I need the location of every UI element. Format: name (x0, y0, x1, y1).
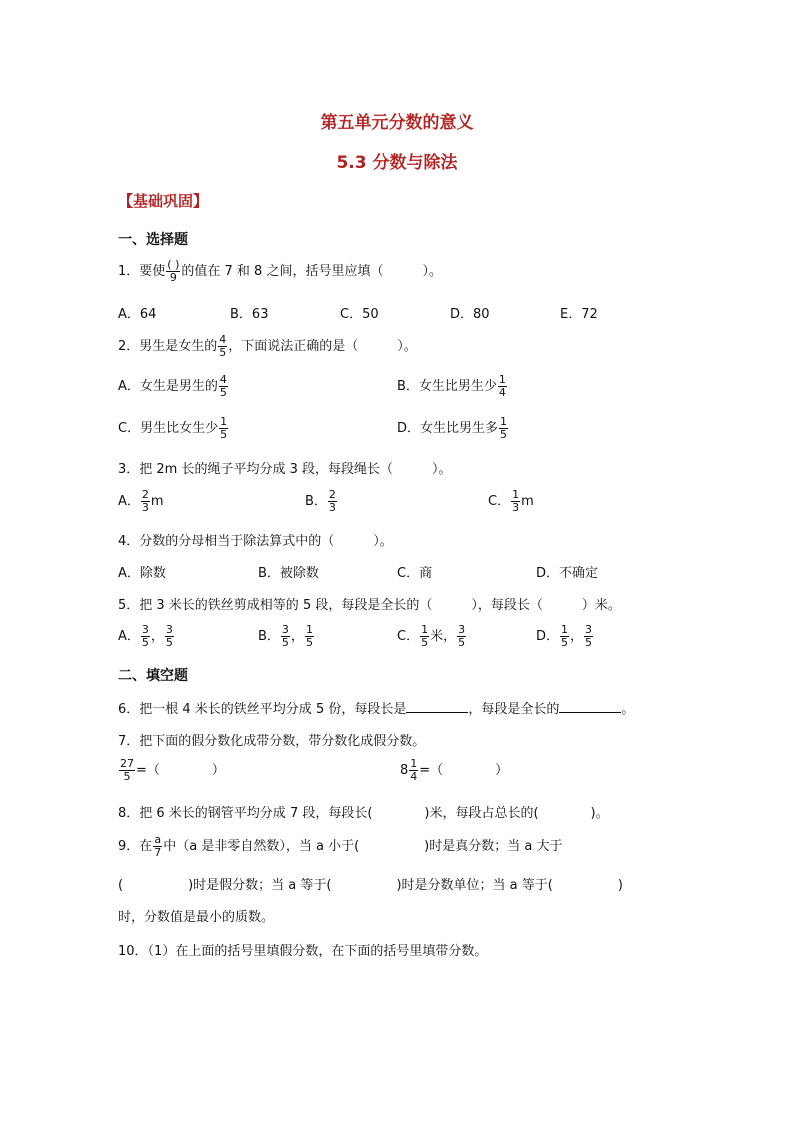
q2-fraction (218, 334, 227, 359)
q3-opt-b-fraction (328, 489, 337, 514)
q3-opt-c-fraction (511, 489, 520, 514)
q1-option-d: D．80 (450, 307, 490, 322)
q7-left-eq: =（ ） (136, 763, 225, 778)
q4-option-d: D．不确定 (536, 566, 599, 581)
q5-opt-d-sep: ， (570, 629, 584, 644)
q2-opt-b-num: 1 (498, 373, 506, 386)
q5-opt-b-sep: ， (290, 629, 304, 644)
question-1 (118, 259, 442, 284)
q5-opt-c-sep: ， (443, 629, 457, 644)
q6-text-b: ，每段是全长的 (468, 702, 560, 717)
q5-opt-c-n1: 1 (421, 623, 429, 636)
q2-opt-a-text: A．女生是男生的 (118, 379, 218, 394)
q7-left-den: 5 (123, 770, 131, 783)
q7-right-den: 4 (410, 770, 418, 783)
question-10: 10．（1）在上面的括号里填假分数，在下面的括号里填带分数。 (118, 944, 488, 959)
q2-opt-c-fraction (219, 416, 228, 441)
q3-opt-a-label: A． (118, 494, 140, 509)
q5-opt-d-n2: 3 (585, 623, 593, 636)
q5-opt-d-label: D． (536, 629, 560, 644)
q5-opt-c-frac2 (457, 624, 466, 649)
q5-opt-b-frac1 (281, 624, 290, 649)
q5-opt-a-frac2 (165, 624, 174, 649)
q5-opt-b-d2: 5 (305, 636, 313, 649)
q3-opt-a-num: 2 (141, 488, 149, 501)
q2-opt-b-text: B．女生比男生少 (397, 379, 497, 394)
q5-opt-d-frac2 (584, 624, 593, 649)
q5-opt-c-unit: 米 (430, 629, 444, 644)
q5-opt-b-n1: 3 (281, 623, 289, 636)
q1-fraction (166, 259, 180, 284)
q2-opt-d-den: 5 (500, 428, 508, 441)
q2-opt-a-fraction (219, 374, 228, 399)
q2-opt-c-text: C．男生比女生少 (118, 421, 219, 436)
q5-opt-a-frac1 (141, 624, 150, 649)
question-5: 5．把 3 米长的铁丝剪成相等的 5 段，每段是全长的（ ），每段长（ ）米。 (118, 598, 621, 613)
q3-opt-b-num: 2 (328, 488, 336, 501)
q5-opt-c-frac1 (420, 624, 429, 649)
q5-opt-c-d2: 5 (458, 636, 466, 649)
q9-fraction (153, 834, 162, 859)
q2-option-d (397, 416, 509, 441)
q6-blank-2[interactable] (559, 700, 621, 713)
q5-option-b (258, 624, 315, 649)
q5-opt-b-n2: 1 (305, 623, 313, 636)
q5-opt-c-d1: 5 (421, 636, 429, 649)
q3-opt-a-unit: m (150, 494, 164, 509)
q6-blank-1[interactable] (406, 700, 468, 713)
q7-left-fraction (119, 758, 135, 783)
q3-option-b (305, 489, 338, 514)
question-8: 8．把 6 米长的钢管平均分成 7 段，每段长( )米，每段占总长的( )。 (118, 806, 609, 821)
q2-opt-c-num: 1 (220, 415, 228, 428)
q3-opt-b-label: B． (305, 494, 327, 509)
q2-opt-d-text: D．女生比男生多 (397, 421, 499, 436)
q3-opt-c-unit: m (521, 494, 534, 509)
question-4: 4．分数的分母相当于除法算式中的（ ）。 (118, 534, 393, 549)
q4-option-c: C．商 (397, 566, 433, 581)
q5-opt-a-label: A． (118, 629, 140, 644)
q9-line3: 时，分数值是最小的质数。 (118, 910, 275, 925)
q2-frac-den: 5 (219, 346, 227, 359)
q3-opt-a-den: 3 (141, 501, 149, 514)
q7-left-num: 27 (120, 757, 134, 770)
q7-right-fraction (409, 758, 418, 783)
q2-opt-b-den: 4 (498, 386, 506, 399)
q5-opt-c-label: C． (397, 629, 420, 644)
q5-option-a (118, 624, 175, 649)
q9-frac-den: 7 (154, 846, 162, 859)
q1-option-a: A．64 (118, 307, 157, 322)
q2-opt-d-num: 1 (500, 415, 508, 428)
q9-line1: 中（a 是非零自然数），当 a 小于( )时是真分数；当 a 大于 (163, 839, 563, 854)
lesson-title: 5.3 分数与除法 (336, 153, 458, 173)
q7-right-eq: =（ ） (419, 763, 509, 778)
q2-prefix: 2．男生是女生的 (118, 339, 218, 354)
q9-line2: ( )时是假分数；当 a 等于( )时是分数单位；当 a 等于( ) (118, 878, 623, 893)
question-6 (118, 698, 634, 717)
q2-opt-a-num: 4 (219, 373, 227, 386)
q6-text-c: 。 (621, 702, 635, 717)
q3-opt-c-den: 3 (512, 501, 520, 514)
q1-option-e: E．72 (560, 307, 598, 322)
q2-opt-c-den: 5 (220, 428, 228, 441)
q5-opt-d-n1: 1 (561, 623, 569, 636)
q5-opt-b-label: B． (258, 629, 280, 644)
q5-opt-a-d1: 5 (141, 636, 149, 649)
q2-option-c (118, 416, 229, 441)
q2-opt-d-fraction (499, 416, 508, 441)
q3-opt-b-den: 3 (328, 501, 336, 514)
q7-left-item (118, 758, 225, 783)
q2-opt-a-den: 5 (219, 386, 227, 399)
q7-right-whole: 8 (400, 763, 409, 778)
q2-option-a (118, 374, 229, 399)
q4-option-b: B．被除数 (258, 566, 319, 581)
q1-suffix: 的值在 7 和 8 之间，括号里应填（ ）。 (181, 264, 442, 279)
q1-prefix: 1．要使 (118, 264, 166, 279)
q5-opt-d-frac1 (560, 624, 569, 649)
q5-opt-b-d1: 5 (281, 636, 289, 649)
part2-heading: 二、填空题 (118, 668, 188, 684)
q6-text-a: 6．把一根 4 米长的铁丝平均分成 5 份，每段长是 (118, 702, 407, 717)
q1-frac-num: ( ) (167, 258, 180, 271)
unit-title: 第五单元分数的意义 (320, 113, 474, 133)
question-7: 7．把下面的假分数化成带分数，带分数化成假分数。 (118, 734, 426, 749)
q5-opt-a-n2: 3 (165, 623, 173, 636)
section-label: 【基础巩固】 (118, 192, 209, 210)
question-2 (118, 334, 417, 359)
q7-right-num: 1 (410, 757, 418, 770)
q3-option-c (488, 489, 534, 514)
q1-frac-den: 9 (169, 271, 177, 284)
q3-option-a (118, 489, 164, 514)
q7-right-item (400, 758, 508, 783)
q5-option-c (397, 624, 467, 649)
q5-option-d (536, 624, 594, 649)
q5-opt-a-sep: ， (150, 629, 164, 644)
q2-opt-b-fraction (498, 374, 507, 399)
q5-opt-c-n2: 3 (458, 623, 466, 636)
q5-opt-b-frac2 (305, 624, 314, 649)
q5-opt-a-n1: 3 (141, 623, 149, 636)
q5-opt-d-d2: 5 (585, 636, 593, 649)
q9-frac-num: a (154, 833, 162, 846)
q5-opt-d-d1: 5 (561, 636, 569, 649)
q2-frac-num: 4 (219, 333, 227, 346)
part1-heading: 一、选择题 (118, 232, 188, 248)
question-9 (118, 834, 563, 859)
question-3: 3．把 2m 长的绳子平均分成 3 段，每段绳长（ ）。 (118, 462, 452, 477)
q1-option-c: C．50 (340, 307, 379, 322)
q2-suffix: ，下面说法正确的是（ ）。 (228, 339, 417, 354)
q3-opt-c-label: C． (488, 494, 511, 509)
q9-prefix: 9．在 (118, 839, 153, 854)
q5-opt-a-d2: 5 (165, 636, 173, 649)
q3-opt-c-num: 1 (512, 488, 520, 501)
q3-opt-a-fraction (141, 489, 150, 514)
q4-option-a: A．除数 (118, 566, 166, 581)
q1-option-b: B．63 (230, 307, 269, 322)
q2-option-b (397, 374, 508, 399)
